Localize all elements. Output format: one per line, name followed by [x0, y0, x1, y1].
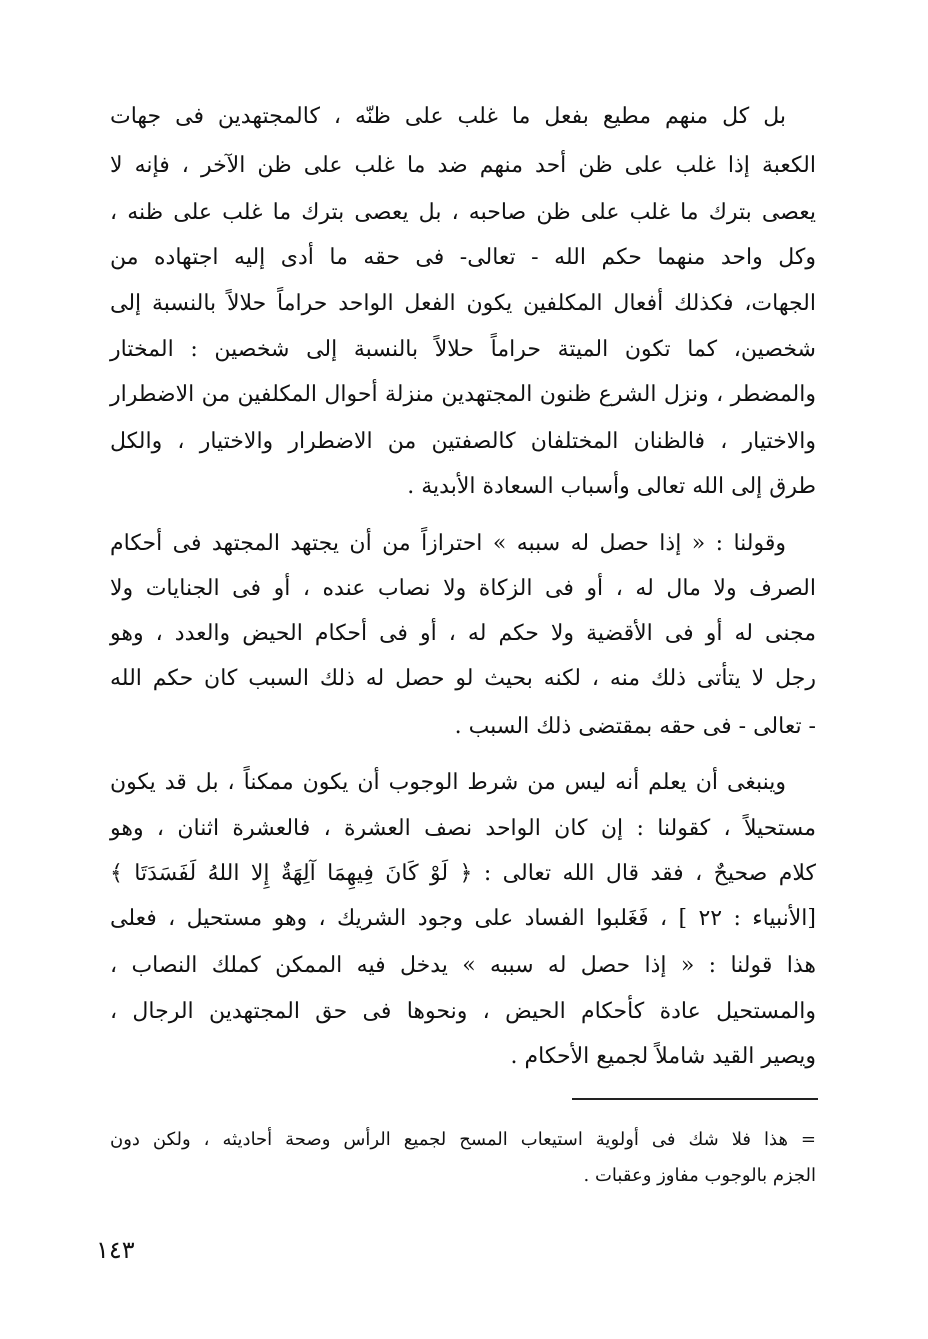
paragraph-1-line-1: بل كل منهم مطيع بفعل ما غلب على ظنّه ، كالمجتهدين فى جهات: [110, 104, 786, 129]
paragraph-1-line-5: الجهات، فكذلك أفعال المكلفين يكون الفعل الواحد حراماً حلالاً بالنسبة إلى: [110, 291, 816, 316]
paragraph-1-line-7: والمضطر ، ونزل الشرع ظنون المجتهدين منزلة أحوال المكلفين من الاضطرار: [110, 382, 816, 407]
paragraph-1-line-9: طرق إلى الله تعالى وأسباب السعادة الأبدية .: [407, 474, 816, 499]
paragraph-3-line-5: هذا قولنا : « إذا حصل له سببه » يدخل فيه الممكن كملك النصاب ،: [110, 953, 816, 978]
paragraph-1-line-4: وكل واحد منهما حكم الله - تعالى- فى حقه ما أدى إليه اجتهاده من: [110, 245, 816, 270]
paragraph-3-line-6: والمستحيل عادة كأحكام الحيض ، ونحوها فى حق المجتهدين الرجال ،: [110, 999, 816, 1024]
footnote-line-2: الجزم بالوجوب مفاوز وعقبات .: [583, 1165, 816, 1186]
paragraph-2-line-5: - تعالى - فى حقه بمقتضى ذلك السبب .: [454, 714, 816, 739]
paragraph-1-line-6: شخصين، كما تكون الميتة حراماً حلالاً بالنسبة إلى شخصين : المختار: [110, 337, 816, 362]
paragraph-1-line-2: الكعبة إذا غلب على ظن أحد منهم ضد ما غلب على ظن الآخر ، فإنه لا: [110, 153, 816, 178]
paragraph-3-line-4: [الأنبياء : ٢٢ ] ، فَغَلبوا الفساد على وجود الشريك ، وهو مستحيل ، فعلى: [110, 906, 816, 931]
footnote-line-1: = هذا فلا شك فى أولوية استيعاب المسح لجميع الرأس وصحة أحاديثه ، ولكن دون: [110, 1129, 816, 1150]
page-number: ١٤٣: [96, 1236, 135, 1264]
paragraph-2-line-2: الصرف ولا مال له ، أو فى الزكاة ولا نصاب عنده ، أو فى الجنايات ولا: [110, 576, 816, 601]
footnote-separator: [572, 1098, 818, 1100]
paragraph-3-line-2: مستحيلاً ، كقولنا : إن كان الواحد نصف العشرة ، فالعشرة اثنان ، وهو: [110, 816, 816, 841]
paragraph-3-line-3: كلام صحيحٌ ، فقد قال الله تعالى : ﴿ لَوْ كَانَ فِيهِمَا آلِهَةٌ إِلا اللهُ لَفَسَدَتَا ﴾: [110, 861, 816, 886]
paragraph-2-line-1: وقولنا : « إذا حصل له سببه » احترازاً من أن يجتهد المجتهد فى أحكام: [110, 531, 786, 556]
paragraph-2-line-4: رجل لا يتأتى ذلك منه ، لكنه بحيث لو حصل له ذلك السبب كان حكم الله: [110, 666, 816, 691]
paragraph-3-line-1: وينبغى أن يعلم أنه ليس من شرط الوجوب أن يكون ممكناً ، بل قد يكون: [110, 770, 786, 795]
paragraph-1-line-8: والاختيار ، فالظنان المختلفان كالصفتين من الاضطرار والاختيار ، والكل: [110, 429, 816, 454]
paragraph-1-line-3: يعصى بترك ما غلب على ظن صاحبه ، بل يعصى بترك ما غلب على ظنه ،: [110, 200, 816, 225]
paragraph-3-line-7: ويصير القيد شاملاً لجميع الأحكام .: [510, 1044, 816, 1069]
paragraph-2-line-3: مجنى له أو فى الأقضية ولا حكم له ، أو فى أحكام الحيض والعدد ، وهو: [110, 621, 816, 646]
